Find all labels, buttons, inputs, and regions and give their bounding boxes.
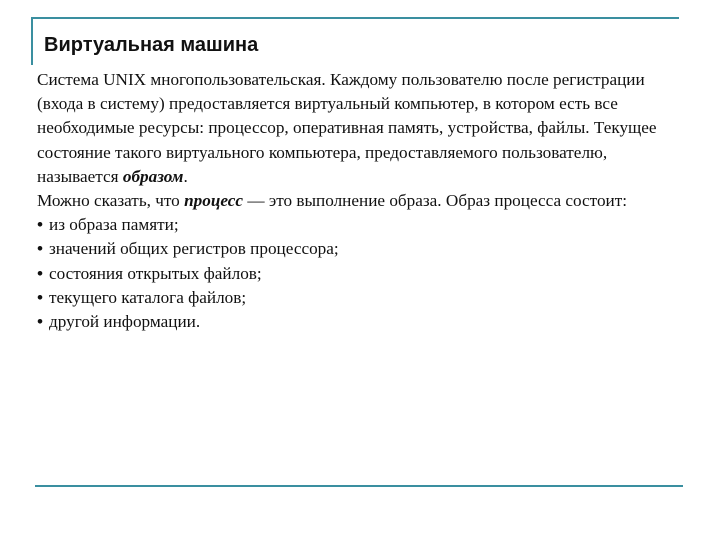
list-item [37, 237, 687, 261]
term-image: образом [122, 166, 184, 186]
paragraph-process-definition [37, 189, 687, 213]
bullet-icon: • [37, 287, 44, 307]
bullet-icon: • [37, 312, 44, 332]
list-item [37, 310, 687, 334]
bullet-icon: • [37, 263, 44, 283]
paragraph-process-text-after: — это выполнение образа. Образ процесса состоит: [243, 191, 628, 211]
paragraph-unix-intro-text: Система UNIX многопользовательская. Каждому пользователю после регистрации (входа в систему) предоставляется виртуальный компьютер, в котором есть все необходимые ресурсы: процессор, оперативная память, устройства, файлы. Текущее состояние такого виртуального компьютера, предоставляемого пользователю, называется [37, 70, 657, 186]
list-item [37, 286, 687, 310]
bottom-divider-line [35, 485, 683, 487]
list-item-text: текущего каталога файлов; [49, 287, 247, 307]
list-item-text: из образа памяти; [49, 215, 179, 235]
list-item [37, 262, 687, 286]
bullet-icon: • [37, 239, 44, 259]
list-item [37, 213, 687, 237]
slide-title: Виртуальная машина [44, 34, 259, 56]
top-divider-line [31, 17, 679, 19]
slide-body [37, 68, 687, 334]
term-process: процесс [184, 191, 244, 211]
list-item-text: другой информации. [49, 312, 201, 332]
list-item-text: состояния открытых файлов; [49, 263, 262, 283]
process-image-components-list [37, 213, 687, 334]
paragraph-unix-intro [37, 68, 687, 189]
bullet-icon: • [37, 215, 44, 235]
paragraph-unix-intro-end: . [183, 166, 188, 186]
list-item-text: значений общих регистров процессора; [49, 239, 339, 259]
paragraph-process-text-before: Можно сказать, что [37, 191, 185, 211]
left-accent-line [31, 17, 33, 65]
